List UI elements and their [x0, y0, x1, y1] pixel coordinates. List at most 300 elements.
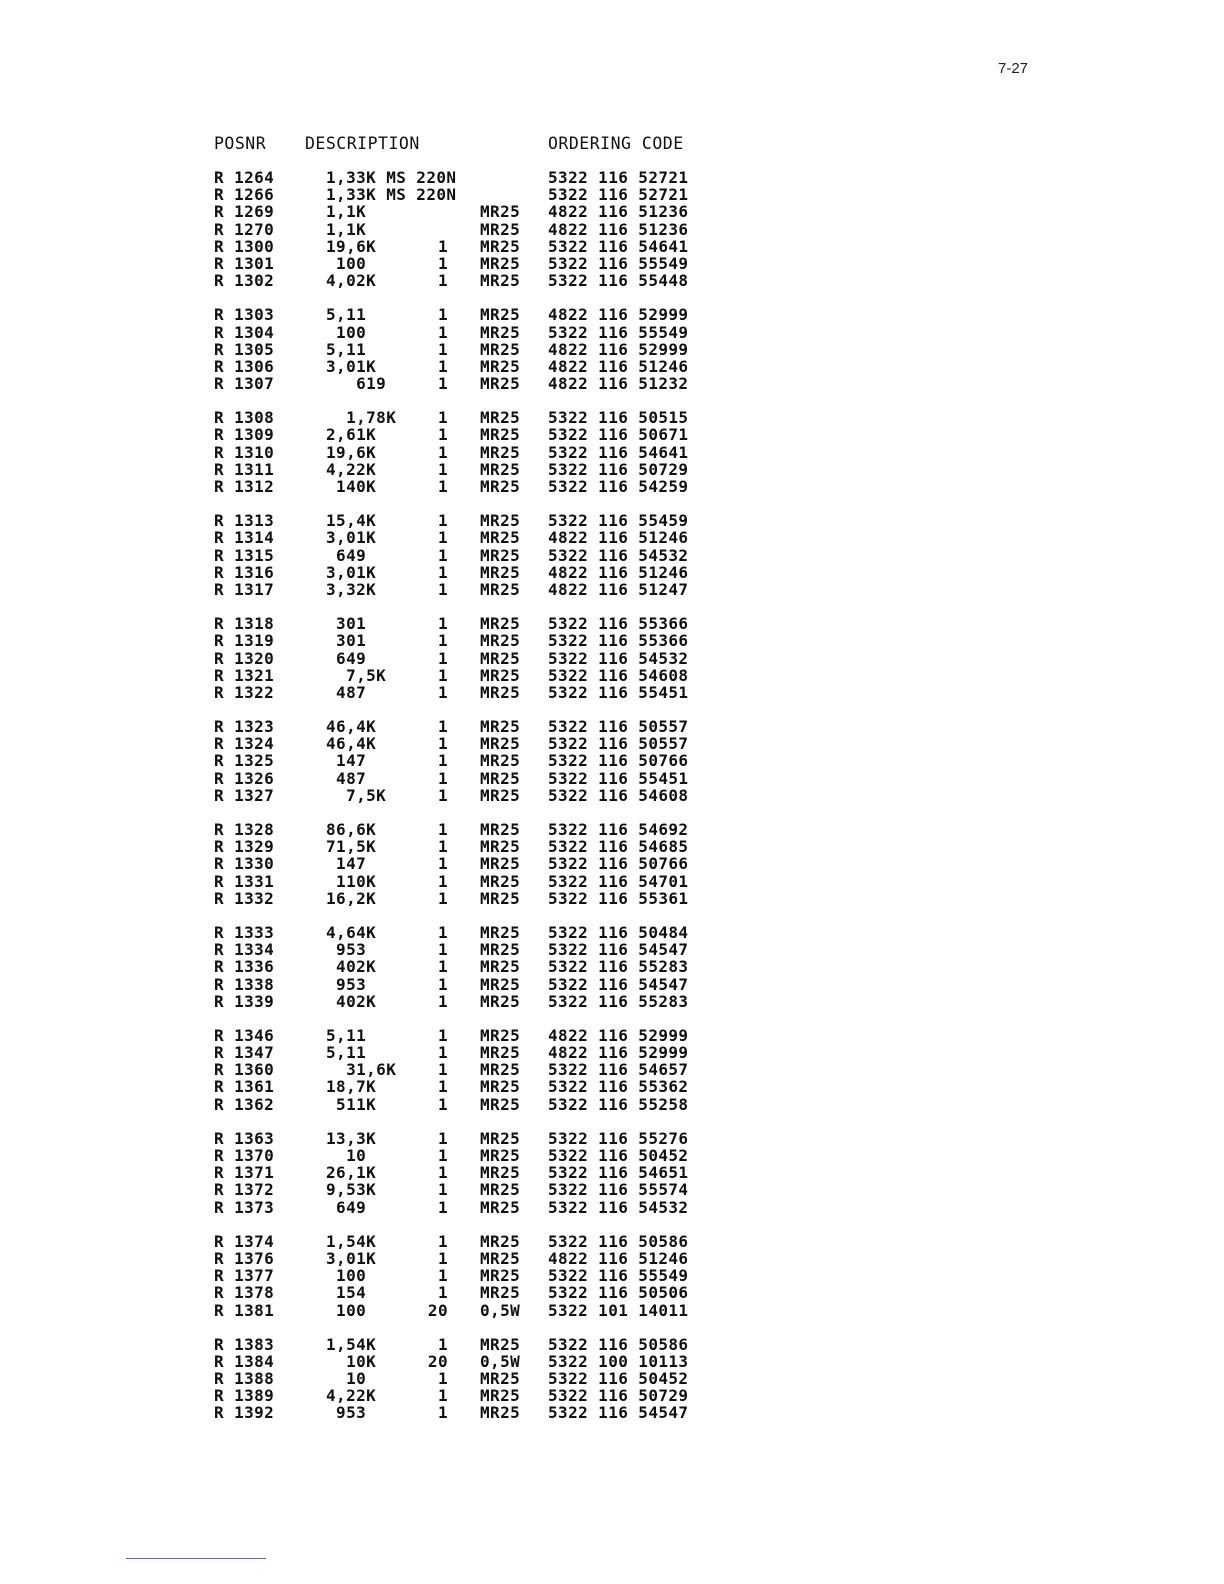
- part-group: [0, 1335, 1224, 1421]
- tolerance: 1: [437, 1128, 448, 1148]
- position-number: R 1313: [214, 511, 275, 531]
- position-number: R 1370: [214, 1146, 275, 1165]
- position-number: R 1328: [214, 820, 275, 839]
- part-row: [0, 923, 1224, 940]
- tolerance: 1: [437, 1180, 448, 1200]
- part-row: [0, 649, 1224, 666]
- tolerance: 1: [437, 734, 448, 754]
- position-number: R 1361: [214, 1077, 275, 1097]
- ordering-code: 4822 116 52999: [548, 1025, 689, 1045]
- ordering-code: 5322 116 50506: [548, 1283, 689, 1303]
- part-group: [0, 1129, 1224, 1215]
- position-number: R 1329: [214, 837, 275, 857]
- part-row: [0, 1060, 1224, 1080]
- part-row: [0, 614, 1224, 634]
- ordering-code: 5322 101 14011: [548, 1300, 689, 1320]
- tolerance: 20: [427, 1300, 448, 1320]
- ordering-code: 4822 116 51246: [548, 528, 689, 548]
- resistor-type: MR25: [480, 820, 521, 839]
- resistor-type: MR25: [480, 1369, 521, 1389]
- description-value: 649: [326, 1197, 367, 1217]
- ordering-code: 5322 116 54608: [548, 785, 689, 805]
- ordering-code: 4822 116 52999: [548, 339, 689, 359]
- part-group: [0, 305, 1224, 394]
- description-value: 15,4K: [326, 511, 377, 531]
- position-number: R 1305: [214, 339, 275, 359]
- page-number: 7-27: [998, 60, 1029, 77]
- part-row: [0, 477, 1224, 494]
- tolerance: 1: [437, 991, 448, 1011]
- tolerance: 1: [437, 1060, 448, 1080]
- tolerance: 1: [437, 717, 448, 737]
- tolerance: 1: [437, 1163, 448, 1183]
- resistor-type: MR25: [480, 1197, 521, 1217]
- description-value: 301: [326, 631, 367, 651]
- description-value: 10K: [326, 1351, 377, 1371]
- description-value: 1,78K: [326, 408, 397, 428]
- tolerance: 1: [437, 957, 448, 977]
- position-number: R 1316: [214, 562, 275, 582]
- part-row: [0, 786, 1224, 803]
- part-row: [0, 940, 1224, 960]
- description-value: 19,6K: [326, 442, 377, 462]
- position-number: R 1363: [214, 1128, 275, 1148]
- resistor-type: MR25: [480, 682, 521, 702]
- part-group: [0, 923, 1224, 1009]
- ordering-code: 5322 116 50452: [548, 1146, 689, 1165]
- position-number: R 1314: [214, 528, 275, 548]
- tolerance: 1: [437, 940, 448, 960]
- description-value: 100: [326, 1300, 367, 1320]
- tolerance: 1: [437, 356, 448, 376]
- ordering-code: 5322 116 50586: [548, 1231, 689, 1251]
- position-number: R 1377: [214, 1266, 275, 1286]
- tolerance: 1: [437, 425, 448, 445]
- resistor-type: MR25: [480, 768, 521, 788]
- ordering-code: 5322 116 55549: [548, 322, 689, 342]
- description-value: 100: [326, 322, 367, 342]
- part-group: [0, 1026, 1224, 1112]
- part-row: [0, 1232, 1224, 1249]
- tolerance: 1: [437, 785, 448, 805]
- position-number: R 1330: [214, 854, 275, 874]
- part-row: [0, 992, 1224, 1009]
- tolerance: 1: [437, 1283, 448, 1303]
- ordering-code: 5322 116 50729: [548, 459, 689, 479]
- description-value: 26,1K: [326, 1163, 377, 1183]
- position-number: R 1334: [214, 940, 275, 960]
- ordering-code: 5322 116 50586: [548, 1334, 689, 1354]
- tolerance: 1: [437, 1146, 448, 1165]
- description-value: 3,01K: [326, 356, 377, 376]
- part-row: [0, 889, 1224, 906]
- ordering-code: 5322 116 55361: [548, 888, 689, 908]
- position-number: R 1317: [214, 579, 275, 599]
- ordering-code: 4822 116 51236: [548, 202, 689, 222]
- description-value: 1,54K: [326, 1334, 377, 1354]
- tolerance: 1: [437, 1094, 448, 1114]
- tolerance: 1: [437, 579, 448, 599]
- position-number: R 1300: [214, 236, 275, 256]
- tolerance: 1: [437, 322, 448, 342]
- ordering-code: 5322 116 54692: [548, 820, 689, 839]
- tolerance: 20: [427, 1351, 448, 1371]
- part-row: [0, 1043, 1224, 1063]
- ordering-code: 5322 116 55366: [548, 631, 689, 651]
- ordering-code: 5322 116 55283: [548, 991, 689, 1011]
- description-value: 649: [326, 648, 367, 668]
- ordering-code: 5322 116 50557: [548, 717, 689, 737]
- ordering-code: 5322 116 52721: [548, 168, 689, 187]
- description-value: 402K: [326, 957, 377, 977]
- ordering-code: 5322 116 54651: [548, 1163, 689, 1183]
- part-group: [0, 717, 1224, 803]
- ordering-code: 5322 116 50766: [548, 751, 689, 771]
- part-row: [0, 1095, 1224, 1112]
- position-number: R 1306: [214, 356, 275, 376]
- part-group: [0, 820, 1224, 906]
- part-row: [0, 460, 1224, 477]
- resistor-type: MR25: [480, 1094, 521, 1114]
- description-value: 3,32K: [326, 579, 377, 599]
- header-posnr: POSNR: [214, 134, 267, 153]
- description-value: 86,6K: [326, 820, 377, 839]
- resistor-type: MR25: [480, 974, 521, 994]
- tolerance: 1: [437, 374, 448, 394]
- position-number: R 1266: [214, 185, 275, 205]
- description-value: 5,11: [326, 1043, 367, 1063]
- resistor-type: 0,5W: [480, 1351, 521, 1371]
- resistor-type: MR25: [480, 837, 521, 857]
- description-value: 3,01K: [326, 528, 377, 548]
- tolerance: 1: [437, 1043, 448, 1063]
- position-number: R 1269: [214, 202, 275, 222]
- position-number: R 1383: [214, 1334, 275, 1354]
- position-number: R 1321: [214, 665, 275, 685]
- part-row: [0, 374, 1224, 394]
- tolerance: 1: [437, 1369, 448, 1389]
- description-value: 3,01K: [326, 562, 377, 582]
- position-number: R 1392: [214, 1403, 275, 1423]
- resistor-type: MR25: [480, 631, 521, 651]
- resistor-type: MR25: [480, 356, 521, 376]
- resistor-type: MR25: [480, 477, 521, 496]
- part-row: [0, 1026, 1224, 1043]
- ordering-code: 5322 116 54532: [548, 648, 689, 668]
- description-value: 1,1K: [326, 202, 367, 222]
- parts-list: [0, 168, 1224, 1438]
- part-row: [0, 872, 1224, 889]
- resistor-type: MR25: [480, 991, 521, 1011]
- tolerance: 1: [437, 820, 448, 839]
- position-number: R 1346: [214, 1025, 275, 1045]
- tolerance: 1: [437, 631, 448, 651]
- position-number: R 1309: [214, 425, 275, 445]
- description-value: 2,61K: [326, 425, 377, 445]
- position-number: R 1378: [214, 1283, 275, 1303]
- ordering-code: 5322 116 55276: [548, 1128, 689, 1148]
- description-value: 100: [326, 1266, 367, 1286]
- position-number: R 1318: [214, 614, 275, 634]
- tolerance: 1: [437, 871, 448, 891]
- part-row: [0, 820, 1224, 837]
- description-value: 953: [326, 1403, 367, 1423]
- ordering-code: 5322 116 54701: [548, 871, 689, 891]
- ordering-code: 5322 116 50671: [548, 425, 689, 445]
- ordering-code: 5322 116 54532: [548, 1197, 689, 1217]
- resistor-type: MR25: [480, 1334, 521, 1354]
- ordering-code: 5322 116 55362: [548, 1077, 689, 1097]
- part-row: [0, 1369, 1224, 1389]
- position-number: R 1323: [214, 717, 275, 737]
- description-value: 13,3K: [326, 1128, 377, 1148]
- part-row: [0, 717, 1224, 737]
- description-value: 5,11: [326, 339, 367, 359]
- position-number: R 1307: [214, 374, 275, 394]
- position-number: R 1322: [214, 682, 275, 702]
- position-number: R 1325: [214, 751, 275, 771]
- tolerance: 1: [437, 682, 448, 702]
- resistor-type: MR25: [480, 408, 521, 428]
- tolerance: 1: [437, 477, 448, 496]
- resistor-type: MR25: [480, 1025, 521, 1045]
- position-number: R 1326: [214, 768, 275, 788]
- ordering-code: 4822 116 51247: [548, 579, 689, 599]
- position-number: R 1381: [214, 1300, 275, 1320]
- description-value: 4,22K: [326, 1386, 377, 1406]
- ordering-code: 5322 116 50515: [548, 408, 689, 428]
- part-row: [0, 425, 1224, 445]
- tolerance: 1: [437, 1231, 448, 1251]
- ordering-code: 5322 116 50557: [548, 734, 689, 754]
- part-row: [0, 1403, 1224, 1423]
- position-number: R 1336: [214, 957, 275, 977]
- part-group: [0, 168, 1224, 291]
- position-number: R 1388: [214, 1369, 275, 1389]
- description-value: 487: [326, 682, 367, 702]
- description-value: 1,54K: [326, 1231, 377, 1251]
- resistor-type: MR25: [480, 888, 521, 908]
- part-row: [0, 528, 1224, 548]
- part-row: [0, 511, 1224, 531]
- resistor-type: MR25: [480, 1266, 521, 1286]
- part-row: [0, 666, 1224, 683]
- resistor-type: MR25: [480, 751, 521, 771]
- position-number: R 1270: [214, 219, 275, 239]
- description-value: 100: [326, 253, 367, 273]
- description-value: 619: [326, 374, 387, 394]
- resistor-type: MR25: [480, 305, 521, 325]
- tolerance: 1: [437, 459, 448, 479]
- part-row: [0, 323, 1224, 340]
- part-group: [0, 408, 1224, 494]
- tolerance: 1: [437, 1248, 448, 1268]
- resistor-type: MR25: [480, 785, 521, 805]
- resistor-type: MR25: [480, 1180, 521, 1200]
- part-row: [0, 854, 1224, 874]
- description-value: 301: [326, 614, 367, 634]
- description-value: 5,11: [326, 1025, 367, 1045]
- position-number: R 1371: [214, 1163, 275, 1183]
- footer-rule: [126, 1558, 266, 1559]
- part-row: [0, 837, 1224, 857]
- tolerance: 1: [437, 339, 448, 359]
- tolerance: 1: [437, 305, 448, 325]
- resistor-type: MR25: [480, 236, 521, 256]
- ordering-code: 5322 116 50766: [548, 854, 689, 874]
- description-value: 511K: [326, 1094, 377, 1114]
- description-value: 46,4K: [326, 734, 377, 754]
- part-row: [0, 1266, 1224, 1286]
- part-row: [0, 1163, 1224, 1183]
- resistor-type: MR25: [480, 717, 521, 737]
- ordering-code: 4822 116 51246: [548, 562, 689, 582]
- tolerance: 1: [437, 614, 448, 634]
- part-row: [0, 1198, 1224, 1215]
- resistor-type: MR25: [480, 1283, 521, 1303]
- ordering-code: 5322 116 54641: [548, 236, 689, 256]
- resistor-type: MR25: [480, 425, 521, 445]
- description-value: 4,02K: [326, 271, 377, 291]
- resistor-type: MR25: [480, 922, 521, 942]
- description-value: 154: [326, 1283, 367, 1303]
- description-value: 110K: [326, 871, 377, 891]
- tolerance: 1: [437, 1334, 448, 1354]
- ordering-code: 5322 116 54641: [548, 442, 689, 462]
- description-value: 1,1K: [326, 219, 367, 239]
- resistor-type: MR25: [480, 253, 521, 273]
- position-number: R 1319: [214, 631, 275, 651]
- description-value: 3,01K: [326, 1248, 377, 1268]
- part-row: [0, 168, 1224, 185]
- ordering-code: 5322 116 54657: [548, 1060, 689, 1080]
- position-number: R 1362: [214, 1094, 275, 1114]
- position-number: R 1373: [214, 1197, 275, 1217]
- part-row: [0, 408, 1224, 428]
- tolerance: 1: [437, 888, 448, 908]
- part-row: [0, 185, 1224, 205]
- ordering-code: 4822 116 52999: [548, 1043, 689, 1063]
- description-value: 16,2K: [326, 888, 377, 908]
- part-row: [0, 1386, 1224, 1406]
- description-value: 402K: [326, 991, 377, 1011]
- ordering-code: 5322 116 55448: [548, 271, 689, 291]
- ordering-code: 5322 116 55451: [548, 768, 689, 788]
- part-row: [0, 546, 1224, 563]
- position-number: R 1360: [214, 1060, 275, 1080]
- position-number: R 1315: [214, 545, 275, 565]
- tolerance: 1: [437, 751, 448, 771]
- part-row: [0, 202, 1224, 222]
- ordering-code: 5322 116 54608: [548, 665, 689, 685]
- ordering-code: 5322 116 54685: [548, 837, 689, 857]
- description-value: 31,6K: [326, 1060, 397, 1080]
- part-row: [0, 1283, 1224, 1303]
- resistor-type: MR25: [480, 1128, 521, 1148]
- description-value: 953: [326, 974, 367, 994]
- tolerance: 1: [437, 1025, 448, 1045]
- part-row: [0, 1249, 1224, 1266]
- resistor-type: MR25: [480, 511, 521, 531]
- position-number: R 1304: [214, 322, 275, 342]
- position-number: R 1327: [214, 785, 275, 805]
- tolerance: 1: [437, 271, 448, 291]
- part-row: [0, 271, 1224, 291]
- part-row: [0, 1077, 1224, 1097]
- tolerance: 1: [437, 545, 448, 565]
- ordering-code: 5322 116 55451: [548, 682, 689, 702]
- part-row: [0, 220, 1224, 237]
- description-value: 953: [326, 940, 367, 960]
- description-value: 9,53K: [326, 1180, 377, 1200]
- resistor-type: MR25: [480, 734, 521, 754]
- tolerance: 1: [437, 562, 448, 582]
- description-value: 19,6K: [326, 236, 377, 256]
- description-value: 46,4K: [326, 717, 377, 737]
- resistor-type: MR25: [480, 957, 521, 977]
- ordering-code: 4822 116 51246: [548, 356, 689, 376]
- ordering-code: 5322 116 55258: [548, 1094, 689, 1114]
- tolerance: 1: [437, 665, 448, 685]
- resistor-type: MR25: [480, 202, 521, 222]
- ordering-code: 4822 116 51232: [548, 374, 689, 394]
- part-row: [0, 1180, 1224, 1200]
- tolerance: 1: [437, 511, 448, 531]
- ordering-code: 5322 116 54547: [548, 1403, 689, 1423]
- position-number: R 1338: [214, 974, 275, 994]
- position-number: R 1303: [214, 305, 275, 325]
- resistor-type: MR25: [480, 1060, 521, 1080]
- resistor-type: MR25: [480, 614, 521, 634]
- position-number: R 1374: [214, 1231, 275, 1251]
- ordering-code: 4822 116 52999: [548, 305, 689, 325]
- position-number: R 1302: [214, 271, 275, 291]
- resistor-type: MR25: [480, 442, 521, 462]
- tolerance: 1: [437, 528, 448, 548]
- resistor-type: MR25: [480, 271, 521, 291]
- position-number: R 1320: [214, 648, 275, 668]
- position-number: R 1264: [214, 168, 275, 187]
- part-row: [0, 751, 1224, 771]
- part-row: [0, 305, 1224, 325]
- tolerance: 1: [437, 1266, 448, 1286]
- resistor-type: MR25: [480, 562, 521, 582]
- description-value: 140K: [326, 477, 377, 496]
- description-value: 1,33K MS 220N: [326, 185, 457, 205]
- tolerance: 1: [437, 442, 448, 462]
- position-number: R 1384: [214, 1351, 275, 1371]
- position-number: R 1372: [214, 1180, 275, 1200]
- description-value: 7,5K: [326, 785, 387, 805]
- tolerance: 1: [437, 854, 448, 874]
- part-row: [0, 443, 1224, 460]
- resistor-type: MR25: [480, 648, 521, 668]
- position-number: R 1347: [214, 1043, 275, 1063]
- ordering-code: 4822 116 51246: [548, 1248, 689, 1268]
- resistor-type: MR25: [480, 854, 521, 874]
- tolerance: 1: [437, 253, 448, 273]
- position-number: R 1312: [214, 477, 275, 496]
- tolerance: 1: [437, 1386, 448, 1406]
- resistor-type: MR25: [480, 1231, 521, 1251]
- resistor-type: MR25: [480, 940, 521, 960]
- part-row: [0, 580, 1224, 597]
- description-value: 1,33K MS 220N: [326, 168, 457, 187]
- tolerance: 1: [437, 1077, 448, 1097]
- ordering-code: 5322 116 54547: [548, 974, 689, 994]
- ordering-code: 5322 116 55549: [548, 253, 689, 273]
- tolerance: 1: [437, 837, 448, 857]
